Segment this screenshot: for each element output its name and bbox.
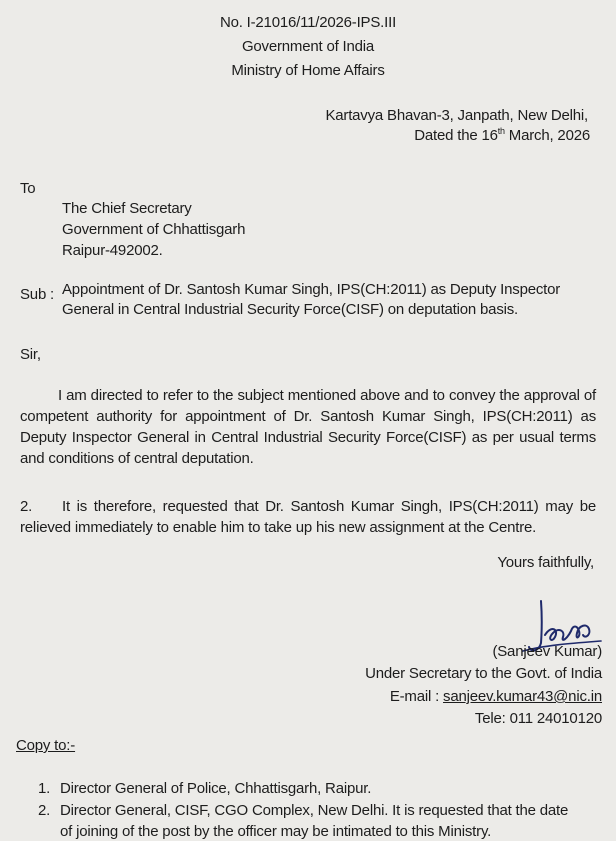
recipient-org: Government of Chhattisgarh	[62, 221, 246, 238]
copy-item-1-number: 1.	[38, 780, 51, 797]
salutation: Sir,	[20, 346, 41, 363]
signatory-name: (Sanjeev Kumar)	[492, 643, 602, 660]
letter-date: Dated the 16th March, 2026	[414, 126, 590, 144]
subject-line-2: General in Central Industrial Security Force(CISF) on deputation basis.	[62, 301, 519, 318]
paragraph-2-text: It is therefore, requested that Dr. Santosh Kumar Singh, IPS(CH:2011) may be relieved immediately to enable him to take up his new assignment at the Centre.	[20, 498, 596, 536]
office-address: Kartavya Bhavan-3, Janpath, New Delhi,	[325, 107, 588, 124]
email-link[interactable]: sanjeev.kumar43@nic.in	[443, 688, 602, 705]
reference-number: No. I-21016/11/2026-IPS.III	[219, 14, 397, 31]
copy-item-2-number: 2.	[38, 802, 51, 819]
paragraph-1: I am directed to refer to the subject mentioned above and to convey the approval of competent authority for appointment of Dr. Santosh Kumar Singh, IPS(CH:2011) as Deputy Inspector General in Central Industrial Security Force(CISF) as per usual terms and conditions of central deputation.	[20, 387, 596, 467]
subject-label: Sub :	[20, 286, 55, 303]
signatory-telephone: Tele: 011 24010120	[474, 710, 602, 727]
ministry-name: Ministry of Home Affairs	[231, 62, 385, 79]
copy-item-2-line-1: Director General, CISF, CGO Complex, New Delhi. It is requested that the date	[60, 802, 569, 819]
copy-item-2-line-2: of joining of the post by the officer may be intimated to this Ministry.	[60, 823, 492, 840]
signatory-designation: Under Secretary to the Govt. of India	[365, 665, 602, 682]
subject-line-1: Appointment of Dr. Santosh Kumar Singh, IPS(CH:2011) as Deputy Inspector	[62, 281, 561, 298]
copy-to-heading: Copy to:-	[16, 737, 76, 754]
paragraph-2	[20, 496, 596, 538]
to-label: To	[20, 180, 36, 197]
closing: Yours faithfully,	[497, 554, 594, 571]
paragraph-2-number: 2.	[20, 498, 33, 515]
recipient-title: The Chief Secretary	[62, 200, 192, 217]
signatory-email: E-mail : sanjeev.kumar43@nic.in	[389, 688, 602, 705]
copy-item-1-text: Director General of Police, Chhattisgarh, Raipur.	[60, 780, 372, 797]
recipient-city: Raipur-492002.	[62, 242, 163, 259]
government-name: Government of India	[241, 38, 375, 55]
